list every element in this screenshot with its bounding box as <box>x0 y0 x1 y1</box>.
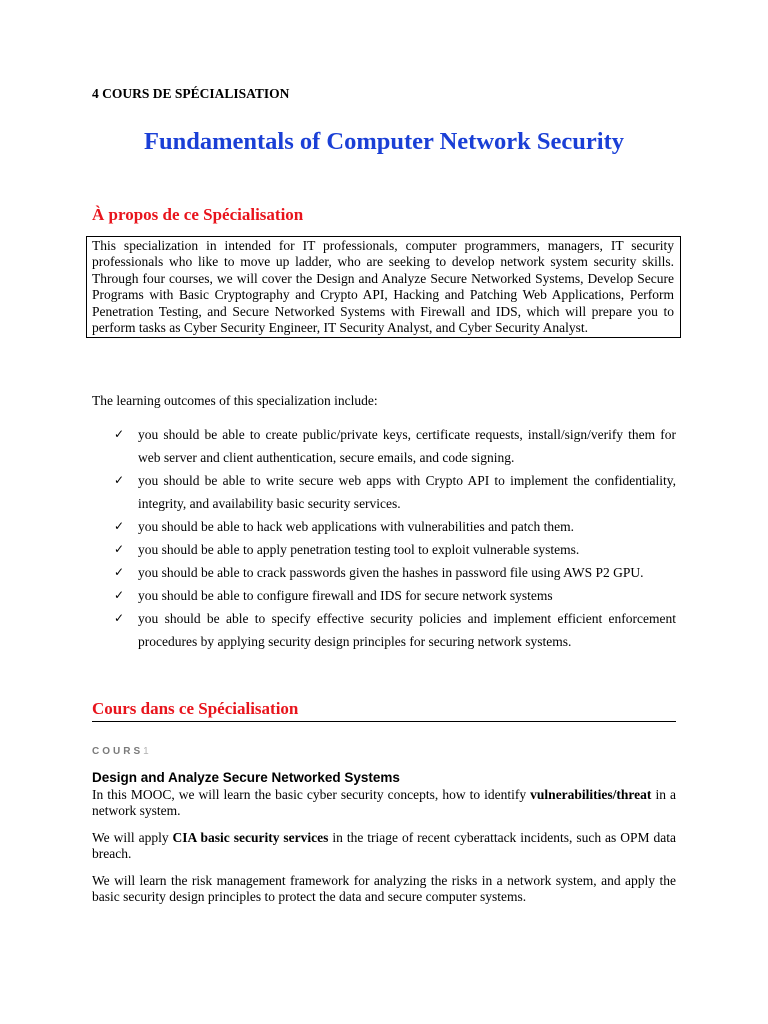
paragraph-text: in the triage of recent cyberattack incidents, such as OPM data breach. <box>92 829 676 862</box>
course-paragraph: We will learn the risk management framework for analyzing the risks in a network system, and apply the basic security design principles to protect the data and secure computer systems. <box>92 872 676 905</box>
list-item <box>92 469 676 515</box>
list-item <box>92 538 676 561</box>
emphasis-text: vulnerabilities/threat <box>530 787 652 802</box>
page-title: Fundamentals of Computer Network Security <box>144 128 624 155</box>
outcomes-intro: The learning outcomes of this specialization include: <box>92 393 378 408</box>
paragraph-text: We will apply <box>92 829 173 845</box>
paragraph-text: in a network system. <box>92 787 676 819</box>
outcome-text: you should be able to create public/private keys, certificate requests, install/sign/verify them for web server and client authentication, secure emails, and code signing. <box>138 427 676 465</box>
course-label <box>92 746 149 757</box>
outcome-text: you should be able to apply penetration testing tool to exploit vulnerable systems. <box>138 542 580 557</box>
checkmark-icon: ✓ <box>114 473 125 487</box>
outcomes-list <box>92 423 676 653</box>
about-text-box: This specialization in intended for IT professionals, computer programmers, managers, IT security professionals who like to move up ladder, who are seeking to develop network system security skills. Through four courses, we will cover the Design and Analyze Secure Networked Systems, Develop Secure Programs with Basic Cryptography and Crypto API, Hacking and Patching Web Applications, Perform Penetration Testing, and Secure Networked Systems with Firewall and IDS, which will prepare you to perform tasks as Cyber Security Engineer, IT Security Analyst, and Cyber Security Analyst. <box>86 236 681 338</box>
specialization-kicker: 4 COURS DE SPÉCIALISATION <box>92 86 290 101</box>
outcome-text: you should be able to hack web applications with vulnerabilities and patch them. <box>138 519 575 534</box>
outcome-text: you should be able to crack passwords given the hashes in password file using AWS P2 GPU. <box>138 565 644 580</box>
checkmark-icon: ✓ <box>114 611 125 625</box>
outcome-text: you should be able to specify effective security policies and implement efficient enforcement procedures by applying security design principles for securing network systems. <box>138 611 676 649</box>
checkmark-icon: ✓ <box>114 588 125 602</box>
list-item <box>92 515 676 538</box>
list-item <box>92 561 676 584</box>
checkmark-icon: ✓ <box>114 542 125 556</box>
course-label-text: COURS <box>92 746 144 757</box>
list-item <box>92 607 676 653</box>
course-paragraph <box>92 787 676 820</box>
checkmark-icon: ✓ <box>114 427 125 441</box>
about-heading: À propos de ce Spécialisation <box>92 205 304 224</box>
list-item <box>92 423 676 469</box>
emphasis-text: CIA basic security services <box>172 829 329 845</box>
paragraph-text: In this MOOC, we will learn the basic cyber security concepts, how to identify <box>92 787 531 802</box>
course-number: 1 <box>143 746 149 757</box>
outcome-text: you should be able to configure firewall and IDS for secure network systems <box>138 588 553 603</box>
course-description <box>92 787 676 915</box>
list-item <box>92 584 676 607</box>
outcome-text: you should be able to write secure web apps with Crypto API to implement the confidentiality, integrity, and availability basic security services. <box>138 473 676 511</box>
course-title: Design and Analyze Secure Networked Systems <box>92 770 400 785</box>
checkmark-icon: ✓ <box>114 565 125 579</box>
checkmark-icon: ✓ <box>114 519 125 533</box>
courses-heading: Cours dans ce Spécialisation <box>92 699 676 722</box>
course-paragraph <box>92 830 676 863</box>
